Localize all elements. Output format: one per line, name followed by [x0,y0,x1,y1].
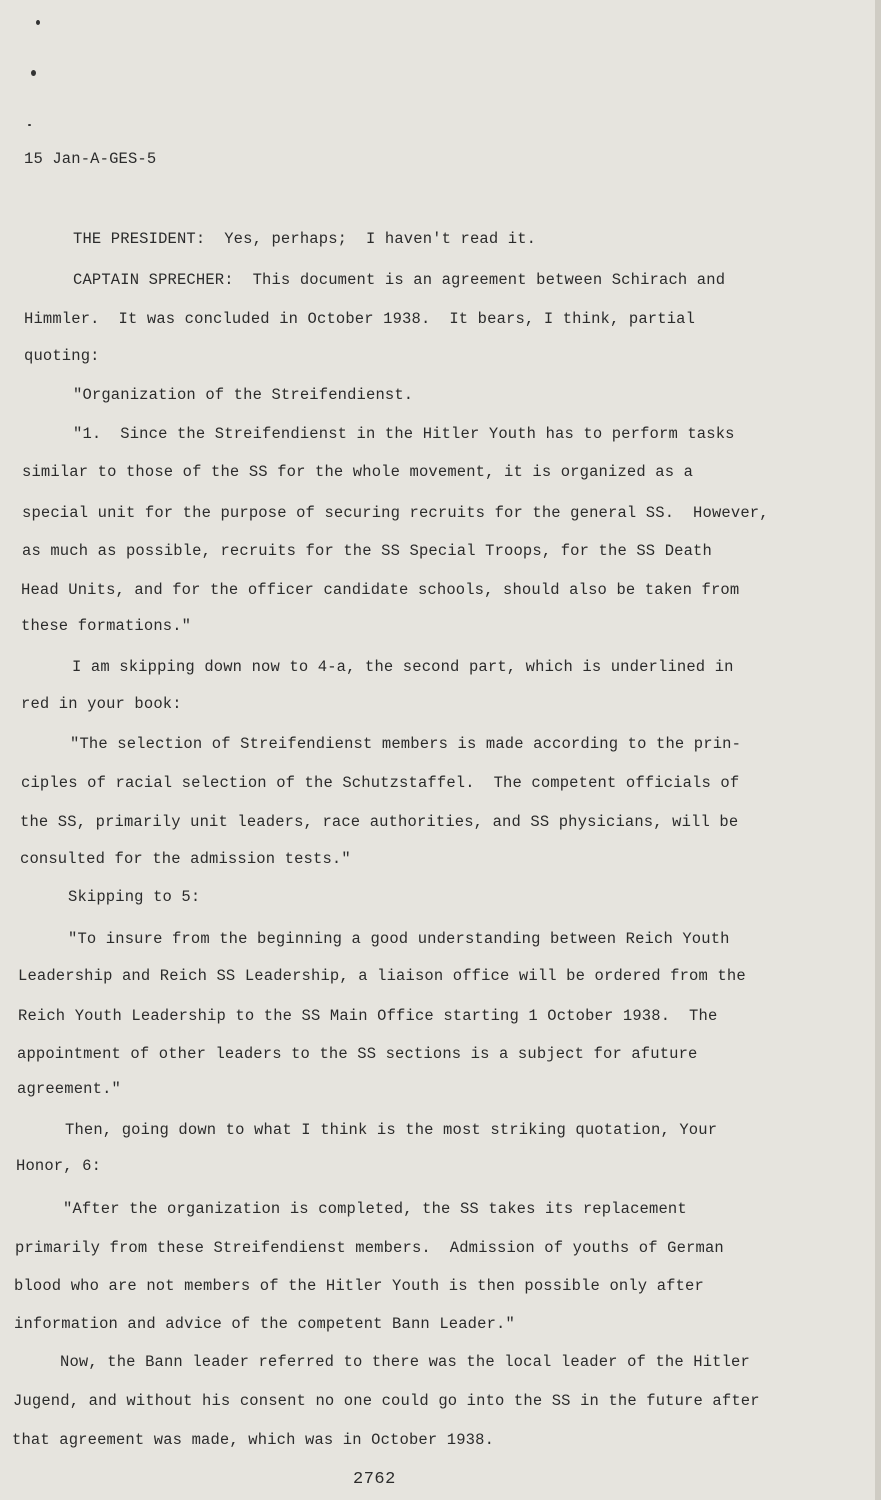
text-line: Then, going down to what I think is the most striking quotation, Your [65,1121,718,1139]
text-line: blood who are not members of the Hitler Youth is then possible only after [14,1277,704,1295]
document-header: 15 Jan-A-GES-5 [24,150,157,168]
text-line: similar to those of the SS for the whole movement, it is organized as a [22,463,694,481]
text-line: information and advice of the competent Bann Leader." [14,1315,515,1333]
text-line: Leadership and Reich SS Leadership, a liaison office will be ordered from the [18,967,746,985]
text-line: agreement." [17,1080,121,1098]
text-line: Himmler. It was concluded in October 1938. It bears, I think, partial [24,310,696,328]
punch-mark [31,70,36,76]
text-line: Skipping to 5: [68,888,201,906]
text-line: "To insure from the beginning a good understanding between Reich Youth [68,930,730,948]
text-line: Now, the Bann leader referred to there was the local leader of the Hitler [60,1353,750,1371]
text-line: consulted for the admission tests." [20,850,351,868]
text-line: "1. Since the Streifendienst in the Hitler Youth has to perform tasks [73,425,735,443]
text-line: as much as possible, recruits for the SS Special Troops, for the SS Death [22,542,712,560]
paper-edge [875,0,881,1500]
text-line: "After the organization is completed, the SS takes its replacement [63,1200,687,1218]
text-line: the SS, primarily unit leaders, race authorities, and SS physicians, will be [20,813,739,831]
text-line: appointment of other leaders to the SS sections is a subject for afuture [17,1045,698,1063]
text-line: Head Units, and for the officer candidate schools, should also be taken from [21,581,740,599]
text-line: "The selection of Streifendienst members is made according to the prin- [70,735,742,753]
text-line: red in your book: [21,695,182,713]
text-line: Jugend, and without his consent no one could go into the SS in the future after [13,1392,760,1410]
text-line: quoting: [24,347,100,365]
punch-mark [28,124,31,126]
text-line: primarily from these Streifendienst members. Admission of youths of German [15,1239,724,1257]
text-line: "Organization of the Streifendienst. [73,386,414,404]
text-line: special unit for the purpose of securing recruits for the general SS. However, [22,504,769,522]
text-line: Reich Youth Leadership to the SS Main Office starting 1 October 1938. The [18,1007,718,1025]
text-line: these formations." [21,617,192,635]
text-line: THE PRESIDENT: Yes, perhaps; I haven't read it. [73,230,537,248]
text-line: that agreement was made, which was in October 1938. [12,1431,495,1449]
text-line: I am skipping down now to 4-a, the second part, which is underlined in [72,658,734,676]
text-line: ciples of racial selection of the Schutzstaffel. The competent officials of [21,774,740,792]
page-number: 2762 [353,1470,396,1489]
text-line: Honor, 6: [16,1157,102,1175]
text-line: CAPTAIN SPRECHER: This document is an agreement between Schirach and [73,271,726,289]
punch-mark [36,20,40,25]
